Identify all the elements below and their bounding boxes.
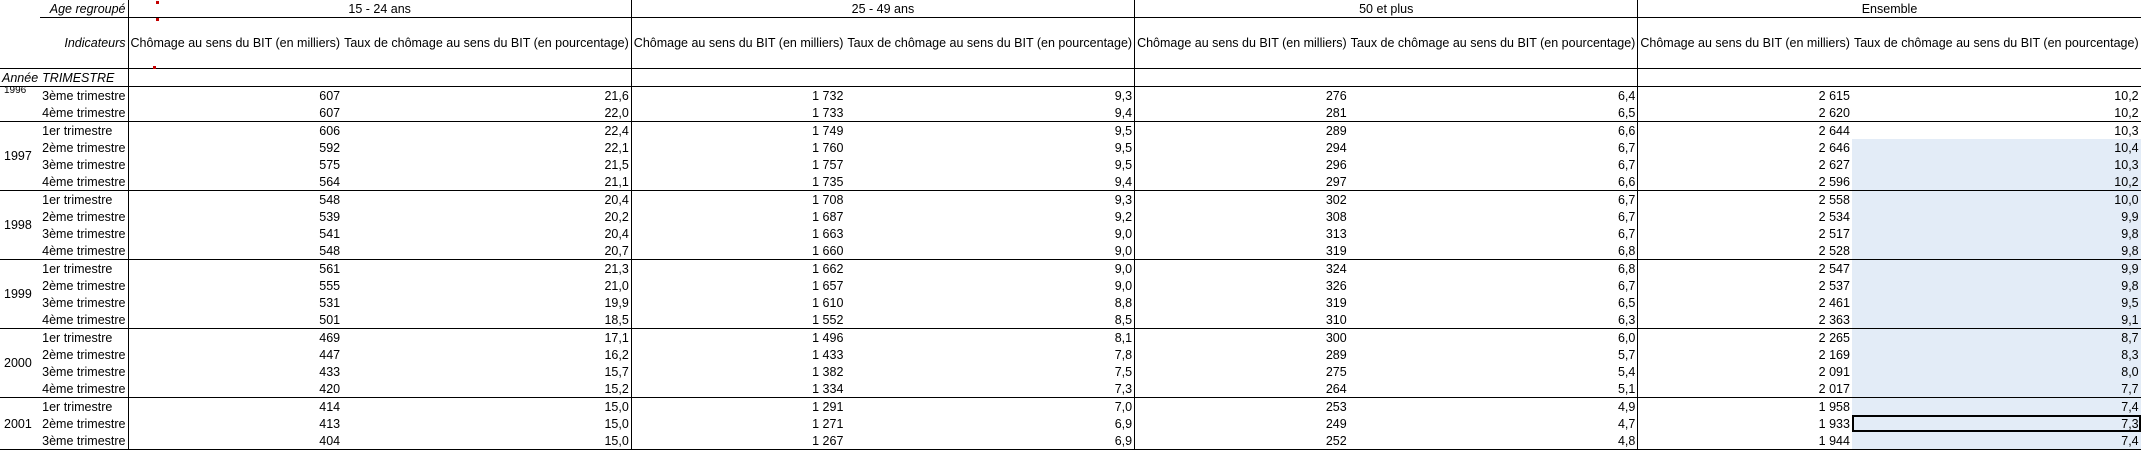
cell-taux-15-24[interactable]: 15,7 [342, 363, 631, 380]
cell-taux-50-plus[interactable]: 6,7 [1349, 225, 1638, 242]
cell-taux-ensemble[interactable]: 7,4 [1852, 432, 2141, 450]
trimestre-cell[interactable]: 4ème trimestre [40, 311, 128, 329]
cell-chomage-25-49[interactable]: 1 663 [812, 226, 844, 241]
cell-taux-ensemble[interactable]: 7,3 [1852, 415, 2141, 432]
comment-indicator-icon[interactable] [156, 18, 159, 21]
cell-chomage-ensemble[interactable]: 2 017 [1638, 380, 1852, 398]
cell-taux-15-24[interactable]: 17,1 [342, 329, 631, 347]
cell-chomage-25-49[interactable]: 1 610 [812, 295, 844, 310]
cell-chomage-50-plus[interactable]: 300 [1325, 330, 1347, 345]
cell-taux-50-plus[interactable]: 6,7 [1349, 191, 1638, 209]
table-row [0, 432, 2141, 450]
trimestre-cell[interactable]: 4ème trimestre [40, 173, 128, 191]
cell-taux-ensemble[interactable]: 10,0 [1852, 191, 2141, 209]
cell-taux-ensemble[interactable]: 8,7 [1852, 329, 2141, 347]
cell-taux-ensemble[interactable]: 7,4 [1852, 398, 2141, 416]
cell-chomage-25-49[interactable]: 1 735 [631, 173, 845, 191]
table-row [0, 242, 2141, 260]
cell-taux-25-49[interactable]: 8,5 [845, 311, 1134, 329]
table-row [0, 346, 2141, 363]
cell-taux-15-24[interactable]: 15,0 [342, 415, 631, 432]
cell-chomage-ensemble[interactable]: 1 933 [1818, 416, 1850, 431]
cell-taux-15-24[interactable]: 20,4 [342, 191, 631, 209]
trimestre-cell[interactable]: 3ème trimestre [40, 225, 128, 242]
cell-chomage-25-49[interactable]: 1 334 [631, 380, 845, 398]
cell-taux-15-24[interactable]: 19,9 [342, 294, 631, 311]
cell-chomage-ensemble[interactable]: 2 547 [1818, 261, 1850, 276]
column-header-chomage[interactable]: Chômage au sens du BIT (en milliers) [1135, 18, 1349, 69]
cell-chomage-50-plus[interactable]: 253 [1325, 399, 1347, 414]
cell-taux-15-24[interactable]: 22,0 [342, 104, 631, 122]
cell-chomage-50-plus[interactable]: 308 [1325, 209, 1347, 224]
year-cell[interactable]: 1999 [0, 260, 40, 329]
cell-chomage-ensemble[interactable]: 2 091 [1818, 364, 1850, 379]
cell-taux-15-24[interactable]: 16,2 [342, 346, 631, 363]
cell-chomage-50-plus[interactable]: 319 [1135, 242, 1349, 260]
cell-taux-ensemble[interactable]: 9,5 [1852, 294, 2141, 311]
table-row [0, 380, 2141, 398]
trimestre-cell[interactable]: 1er trimestre [40, 260, 128, 278]
cell-taux-25-49[interactable]: 7,5 [845, 363, 1134, 380]
cell-taux-ensemble[interactable]: 9,8 [1852, 242, 2141, 260]
cell-chomage-25-49[interactable]: 1 662 [812, 261, 844, 276]
cell-chomage-15-24[interactable]: 539 [319, 209, 341, 224]
cell-taux-ensemble[interactable]: 10,3 [1852, 156, 2141, 173]
cell-chomage-15-24[interactable]: 433 [319, 364, 341, 379]
cell-taux-15-24[interactable]: 15,0 [342, 398, 631, 416]
cell-chomage-ensemble[interactable]: 2 537 [1818, 278, 1850, 293]
trimestre-cell[interactable]: 2ème trimestre [40, 139, 128, 156]
trimestre-cell[interactable]: 4ème trimestre [40, 380, 128, 398]
cell-taux-50-plus[interactable]: 4,9 [1349, 398, 1638, 416]
cell-taux-25-49[interactable]: 9,3 [845, 87, 1134, 105]
trimestre-cell[interactable]: 1er trimestre [40, 329, 128, 347]
cell-chomage-25-49[interactable]: 1 732 [812, 88, 844, 103]
cell-taux-15-24[interactable]: 21,5 [342, 156, 631, 173]
age-group-label[interactable]: Age regroupé [40, 0, 128, 18]
cell-chomage-25-49[interactable]: 1 687 [812, 209, 844, 224]
cell-chomage-25-49[interactable]: 1 657 [812, 278, 844, 293]
cell-chomage-50-plus[interactable]: 297 [1135, 173, 1349, 191]
cell-taux-25-49[interactable]: 7,0 [845, 398, 1134, 416]
cell-chomage-50-plus[interactable]: 294 [1325, 140, 1347, 155]
cell-chomage-25-49[interactable]: 1 382 [812, 364, 844, 379]
group-header-25-49[interactable]: 25 - 49 ans [631, 0, 1134, 18]
cell-taux-50-plus[interactable]: 6,7 [1349, 156, 1638, 173]
cell-taux-15-24[interactable]: 20,4 [342, 225, 631, 242]
cell-taux-25-49[interactable]: 9,0 [845, 225, 1134, 242]
cell-chomage-ensemble[interactable]: 2 169 [1818, 347, 1850, 362]
cell-chomage-50-plus[interactable]: 324 [1325, 261, 1347, 276]
cell-taux-50-plus[interactable]: 6,7 [1349, 208, 1638, 225]
table-row [0, 294, 2141, 311]
column-header-taux[interactable]: Taux de chômage au sens du BIT (en pourcentage) [1349, 18, 1638, 69]
group-header-50-plus[interactable]: 50 et plus [1135, 0, 1638, 18]
year-cell[interactable]: 1996 [0, 87, 40, 122]
cell-taux-25-49[interactable]: 9,2 [845, 208, 1134, 225]
cell-chomage-25-49[interactable]: 1 271 [812, 416, 844, 431]
empty-cell[interactable] [0, 0, 40, 18]
empty-cell[interactable] [1638, 69, 1852, 87]
year-cell[interactable]: 1997 [0, 122, 40, 191]
cell-taux-15-24[interactable]: 21,3 [342, 260, 631, 278]
cell-chomage-15-24[interactable]: 575 [319, 157, 341, 172]
table-row [0, 260, 2141, 278]
cell-taux-15-24[interactable]: 21,6 [342, 87, 631, 105]
cell-chomage-15-24[interactable]: 414 [319, 399, 341, 414]
cell-taux-25-49[interactable]: 9,5 [845, 156, 1134, 173]
cell-taux-ensemble[interactable]: 10,4 [1852, 139, 2141, 156]
cell-taux-25-49[interactable]: 9,5 [845, 122, 1134, 140]
cell-chomage-50-plus[interactable]: 296 [1325, 157, 1347, 172]
cell-chomage-15-24[interactable]: 548 [319, 192, 341, 207]
cell-chomage-50-plus[interactable]: 319 [1325, 295, 1347, 310]
cell-taux-50-plus[interactable]: 6,5 [1349, 104, 1638, 122]
cell-chomage-15-24[interactable]: 469 [319, 330, 341, 345]
cell-chomage-15-24[interactable]: 555 [319, 278, 341, 293]
table-row [0, 191, 2141, 209]
cell-chomage-ensemble[interactable]: 2 620 [1638, 104, 1852, 122]
column-header-taux[interactable]: Taux de chômage au sens du BIT (en pourcentage) [342, 18, 631, 69]
cell-chomage-50-plus[interactable]: 281 [1135, 104, 1349, 122]
cell-chomage-50-plus[interactable]: 249 [1325, 416, 1347, 431]
table-row [0, 104, 2141, 122]
cell-chomage-50-plus[interactable]: 326 [1325, 278, 1347, 293]
cell-taux-ensemble[interactable]: 9,8 [1852, 277, 2141, 294]
cell-chomage-15-24[interactable]: 548 [128, 242, 342, 260]
table-row [0, 311, 2141, 329]
cell-taux-15-24[interactable]: 21,1 [342, 173, 631, 191]
cell-taux-25-49[interactable]: 9,4 [845, 173, 1134, 191]
cell-taux-25-49[interactable]: 7,3 [845, 380, 1134, 398]
table-row [0, 415, 2141, 432]
cell-taux-ensemble[interactable]: 9,8 [1852, 225, 2141, 242]
cell-chomage-ensemble[interactable]: 2 646 [1818, 140, 1850, 155]
trimestre-cell[interactable]: 1er trimestre [40, 122, 128, 140]
cell-chomage-50-plus[interactable]: 289 [1325, 347, 1347, 362]
column-header-chomage[interactable]: Chômage au sens du BIT (en milliers) [128, 18, 342, 69]
cell-chomage-ensemble[interactable]: 1 958 [1818, 399, 1850, 414]
empty-cell[interactable] [1349, 69, 1638, 87]
cell-taux-50-plus[interactable]: 6,6 [1349, 173, 1638, 191]
cell-taux-50-plus[interactable]: 6,0 [1349, 329, 1638, 347]
cell-chomage-ensemble[interactable]: 2 596 [1638, 173, 1852, 191]
cell-taux-25-49[interactable]: 8,1 [845, 329, 1134, 347]
cell-chomage-25-49[interactable]: 1 757 [812, 157, 844, 172]
table-row [0, 329, 2141, 347]
cell-chomage-25-49[interactable]: 1 749 [812, 123, 844, 138]
cell-chomage-15-24[interactable]: 607 [128, 104, 342, 122]
cell-taux-25-49[interactable]: 6,9 [845, 415, 1134, 432]
cell-chomage-15-24[interactable]: 592 [319, 140, 341, 155]
cell-chomage-50-plus[interactable]: 310 [1135, 311, 1349, 329]
group-header-15-24[interactable]: 15 - 24 ans [128, 0, 631, 18]
cell-chomage-ensemble[interactable]: 2 517 [1818, 226, 1850, 241]
cell-chomage-15-24[interactable]: 607 [319, 88, 341, 103]
table-row [0, 173, 2141, 191]
cell-chomage-15-24[interactable]: 531 [319, 295, 341, 310]
cell-chomage-15-24[interactable]: 606 [319, 123, 341, 138]
cell-taux-15-24[interactable]: 21,0 [342, 277, 631, 294]
cell-taux-ensemble[interactable]: 9,9 [1852, 208, 2141, 225]
cell-chomage-ensemble[interactable]: 1 944 [1638, 432, 1852, 450]
cell-taux-50-plus[interactable]: 5,7 [1349, 346, 1638, 363]
cell-taux-ensemble[interactable]: 8,3 [1852, 346, 2141, 363]
cell-taux-ensemble[interactable]: 9,9 [1852, 260, 2141, 278]
trimestre-cell[interactable]: 2ème trimestre [40, 346, 128, 363]
cell-chomage-ensemble[interactable]: 2 627 [1818, 157, 1850, 172]
table-row [0, 398, 2141, 416]
comment-indicator-icon[interactable] [153, 66, 156, 69]
cell-taux-ensemble[interactable]: 10,3 [2114, 123, 2139, 138]
cell-taux-25-49[interactable]: 9,3 [845, 191, 1134, 209]
cell-chomage-25-49[interactable]: 1 496 [812, 330, 844, 345]
trimestre-cell[interactable]: 3ème trimestre [40, 363, 128, 380]
cell-chomage-15-24[interactable]: 413 [319, 416, 341, 431]
cell-taux-15-24[interactable]: 22,1 [342, 139, 631, 156]
cell-chomage-25-49[interactable]: 1 708 [812, 192, 844, 207]
cell-chomage-25-49[interactable]: 1 291 [812, 399, 844, 414]
cell-taux-ensemble[interactable]: 10,2 [1852, 104, 2141, 122]
cell-taux-25-49[interactable]: 9,0 [845, 242, 1134, 260]
cell-chomage-15-24[interactable]: 541 [319, 226, 341, 241]
cell-chomage-50-plus[interactable]: 289 [1325, 123, 1347, 138]
cell-taux-ensemble[interactable]: 7,7 [1852, 380, 2141, 398]
table-row [0, 139, 2141, 156]
column-header-chomage[interactable]: Chômage au sens du BIT (en milliers) [1638, 18, 1852, 69]
cell-taux-50-plus[interactable]: 6,8 [1349, 260, 1638, 278]
cell-taux-15-24[interactable]: 20,2 [342, 208, 631, 225]
table-row [0, 225, 2141, 242]
cell-taux-ensemble[interactable]: 8,0 [1852, 363, 2141, 380]
trimestre-cell[interactable]: 1er trimestre [40, 191, 128, 209]
cell-taux-15-24[interactable]: 15,0 [342, 432, 631, 450]
cell-chomage-ensemble[interactable]: 2 534 [1818, 209, 1850, 224]
trimestre-cell[interactable]: 3ème trimestre [40, 432, 128, 450]
cell-chomage-ensemble[interactable]: 2 265 [1818, 330, 1850, 345]
cell-taux-50-plus[interactable]: 4,7 [1349, 415, 1638, 432]
cell-chomage-50-plus[interactable]: 313 [1325, 226, 1347, 241]
cell-taux-25-49[interactable]: 8,8 [845, 294, 1134, 311]
cell-chomage-ensemble[interactable]: 2 558 [1818, 192, 1850, 207]
cell-taux-ensemble[interactable]: 10,2 [2114, 88, 2139, 103]
cell-taux-50-plus[interactable]: 4,8 [1349, 432, 1638, 450]
indicateurs-label[interactable]: Indicateurs [40, 18, 128, 69]
cell-taux-25-49[interactable]: 9,5 [845, 139, 1134, 156]
cell-chomage-15-24[interactable]: 404 [128, 432, 342, 450]
trimestre-cell[interactable]: 4ème trimestre [40, 242, 128, 260]
trimestre-cell[interactable]: 2ème trimestre [40, 415, 128, 432]
trimestre-cell[interactable]: 3ème trimestre [40, 87, 128, 105]
cell-chomage-50-plus[interactable]: 264 [1135, 380, 1349, 398]
year-cell[interactable]: 2001 [0, 398, 40, 450]
year-cell[interactable]: 1998 [0, 191, 40, 260]
table-row [0, 277, 2141, 294]
cell-taux-15-24[interactable]: 18,5 [342, 311, 631, 329]
cell-taux-50-plus[interactable]: 6,7 [1349, 277, 1638, 294]
cell-taux-25-49[interactable]: 7,8 [845, 346, 1134, 363]
cell-taux-50-plus[interactable]: 6,3 [1349, 311, 1638, 329]
trimestre-cell[interactable]: 3ème trimestre [40, 294, 128, 311]
empty-cell[interactable] [1852, 69, 2141, 87]
column-header-taux[interactable]: Taux de chômage au sens du BIT (en pourcentage) [845, 18, 1134, 69]
cell-taux-15-24[interactable]: 15,2 [342, 380, 631, 398]
cell-chomage-25-49[interactable]: 1 733 [631, 104, 845, 122]
cell-taux-50-plus[interactable]: 6,7 [1349, 139, 1638, 156]
cell-chomage-ensemble[interactable]: 2 461 [1818, 295, 1850, 310]
cell-chomage-15-24[interactable]: 501 [128, 311, 342, 329]
cell-taux-ensemble[interactable]: 9,1 [1852, 311, 2141, 329]
cell-taux-15-24[interactable]: 22,4 [342, 122, 631, 140]
cell-taux-50-plus[interactable]: 6,4 [1349, 87, 1638, 105]
cell-taux-15-24[interactable]: 20,7 [342, 242, 631, 260]
cell-chomage-25-49[interactable]: 1 660 [631, 242, 845, 260]
trimestre-cell[interactable]: 4ème trimestre [40, 104, 128, 122]
trimestre-cell[interactable]: 2ème trimestre [40, 208, 128, 225]
trimestre-cell[interactable]: 2ème trimestre [40, 277, 128, 294]
cell-taux-50-plus[interactable]: 6,5 [1349, 294, 1638, 311]
cell-chomage-ensemble[interactable]: 2 644 [1818, 123, 1850, 138]
cell-taux-25-49[interactable]: 6,9 [845, 432, 1134, 450]
cell-chomage-25-49[interactable]: 1 552 [631, 311, 845, 329]
cell-chomage-25-49[interactable]: 1 267 [631, 432, 845, 450]
cell-taux-25-49[interactable]: 9,0 [845, 260, 1134, 278]
cell-chomage-50-plus[interactable]: 275 [1325, 364, 1347, 379]
cell-taux-ensemble[interactable]: 10,2 [1852, 173, 2141, 191]
column-header-chomage[interactable]: Chômage au sens du BIT (en milliers) [631, 18, 845, 69]
empty-cell[interactable] [631, 69, 845, 87]
cell-chomage-ensemble[interactable]: 2 615 [1818, 88, 1850, 103]
table-row [0, 208, 2141, 225]
cell-taux-25-49[interactable]: 9,0 [845, 277, 1134, 294]
trimestre-cell[interactable]: 3ème trimestre [40, 156, 128, 173]
comment-indicator-icon[interactable] [156, 1, 159, 4]
cell-chomage-50-plus[interactable]: 302 [1325, 192, 1347, 207]
cell-chomage-25-49[interactable]: 1 760 [812, 140, 844, 155]
cell-chomage-50-plus[interactable]: 276 [1325, 88, 1347, 103]
empty-cell[interactable] [845, 69, 1134, 87]
cell-taux-50-plus[interactable]: 5,1 [1349, 380, 1638, 398]
cell-taux-50-plus[interactable]: 6,6 [1349, 122, 1638, 140]
cell-taux-50-plus[interactable]: 6,8 [1349, 242, 1638, 260]
cell-chomage-25-49[interactable]: 1 433 [812, 347, 844, 362]
table-row [0, 122, 2141, 140]
cell-chomage-15-24[interactable]: 447 [319, 347, 341, 362]
cell-chomage-ensemble[interactable]: 2 528 [1638, 242, 1852, 260]
trimestre-cell[interactable]: 1er trimestre [40, 398, 128, 416]
cell-taux-50-plus[interactable]: 5,4 [1349, 363, 1638, 380]
cell-chomage-15-24[interactable]: 420 [128, 380, 342, 398]
cell-taux-25-49[interactable]: 9,4 [845, 104, 1134, 122]
group-header-ensemble[interactable]: Ensemble [1638, 0, 2141, 18]
empty-cell[interactable] [0, 18, 40, 69]
annee-label[interactable]: Année [2, 70, 39, 85]
empty-cell[interactable] [1135, 69, 1349, 87]
cell-chomage-15-24[interactable]: 564 [128, 173, 342, 191]
table-row [0, 363, 2141, 380]
year-cell[interactable]: 2000 [0, 329, 40, 398]
trimestre-label[interactable]: TRIMESTRE [40, 69, 128, 87]
table-row [0, 156, 2141, 173]
table-row [0, 87, 2141, 105]
column-header-taux[interactable]: Taux de chômage au sens du BIT (en pourcentage) [1852, 18, 2141, 69]
cell-chomage-50-plus[interactable]: 252 [1135, 432, 1349, 450]
empty-cell[interactable] [128, 69, 342, 87]
cell-chomage-ensemble[interactable]: 2 363 [1638, 311, 1852, 329]
cell-chomage-15-24[interactable]: 561 [319, 261, 341, 276]
empty-cell[interactable] [342, 69, 631, 87]
